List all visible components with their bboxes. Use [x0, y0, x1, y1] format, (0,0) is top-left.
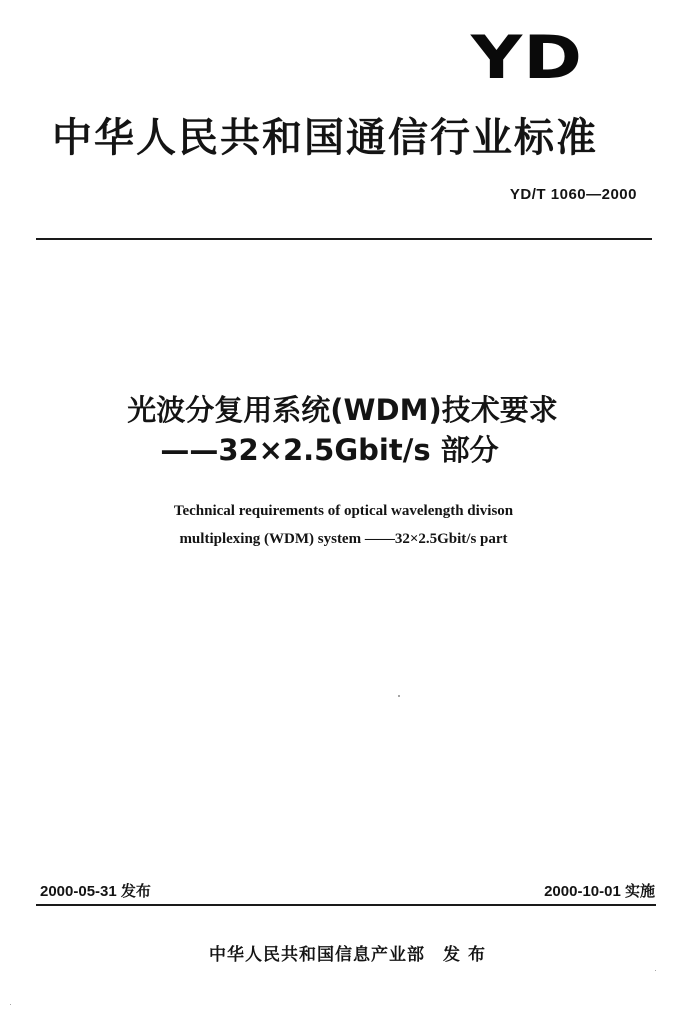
document-title-zh-line2: ——32×2.5Gbit/s 部分 — [160, 433, 499, 467]
scan-speck — [398, 695, 400, 697]
standard-category-title: 中华人民共和国通信行业标准 — [52, 115, 598, 161]
yd-logo: YD — [470, 23, 583, 93]
document-title-en — [0, 497, 695, 553]
implementation-date: 2000-10-01 实施 — [544, 883, 655, 900]
bottom-divider — [36, 904, 656, 906]
issue-date: 2000-05-31 发布 — [40, 883, 151, 900]
document-title-zh — [0, 390, 695, 470]
scan-speck — [10, 1004, 11, 1005]
publisher-action: 发 布 — [443, 945, 486, 965]
document-title-zh-line1: 光波分复用系统(WDM)技术要求 — [127, 393, 558, 427]
publisher — [0, 940, 695, 965]
document-title-en-line2: multiplexing (WDM) system ——32×2.5Gbit/s part — [179, 531, 508, 547]
top-divider — [36, 238, 652, 240]
publisher-department: 中华人民共和国信息产业部 — [209, 945, 426, 965]
standard-code: YD/T 1060—2000 — [509, 186, 637, 203]
document-title-en-line1: Technical requirements of optical wavelength divison — [173, 503, 514, 519]
scan-speck — [655, 970, 656, 971]
